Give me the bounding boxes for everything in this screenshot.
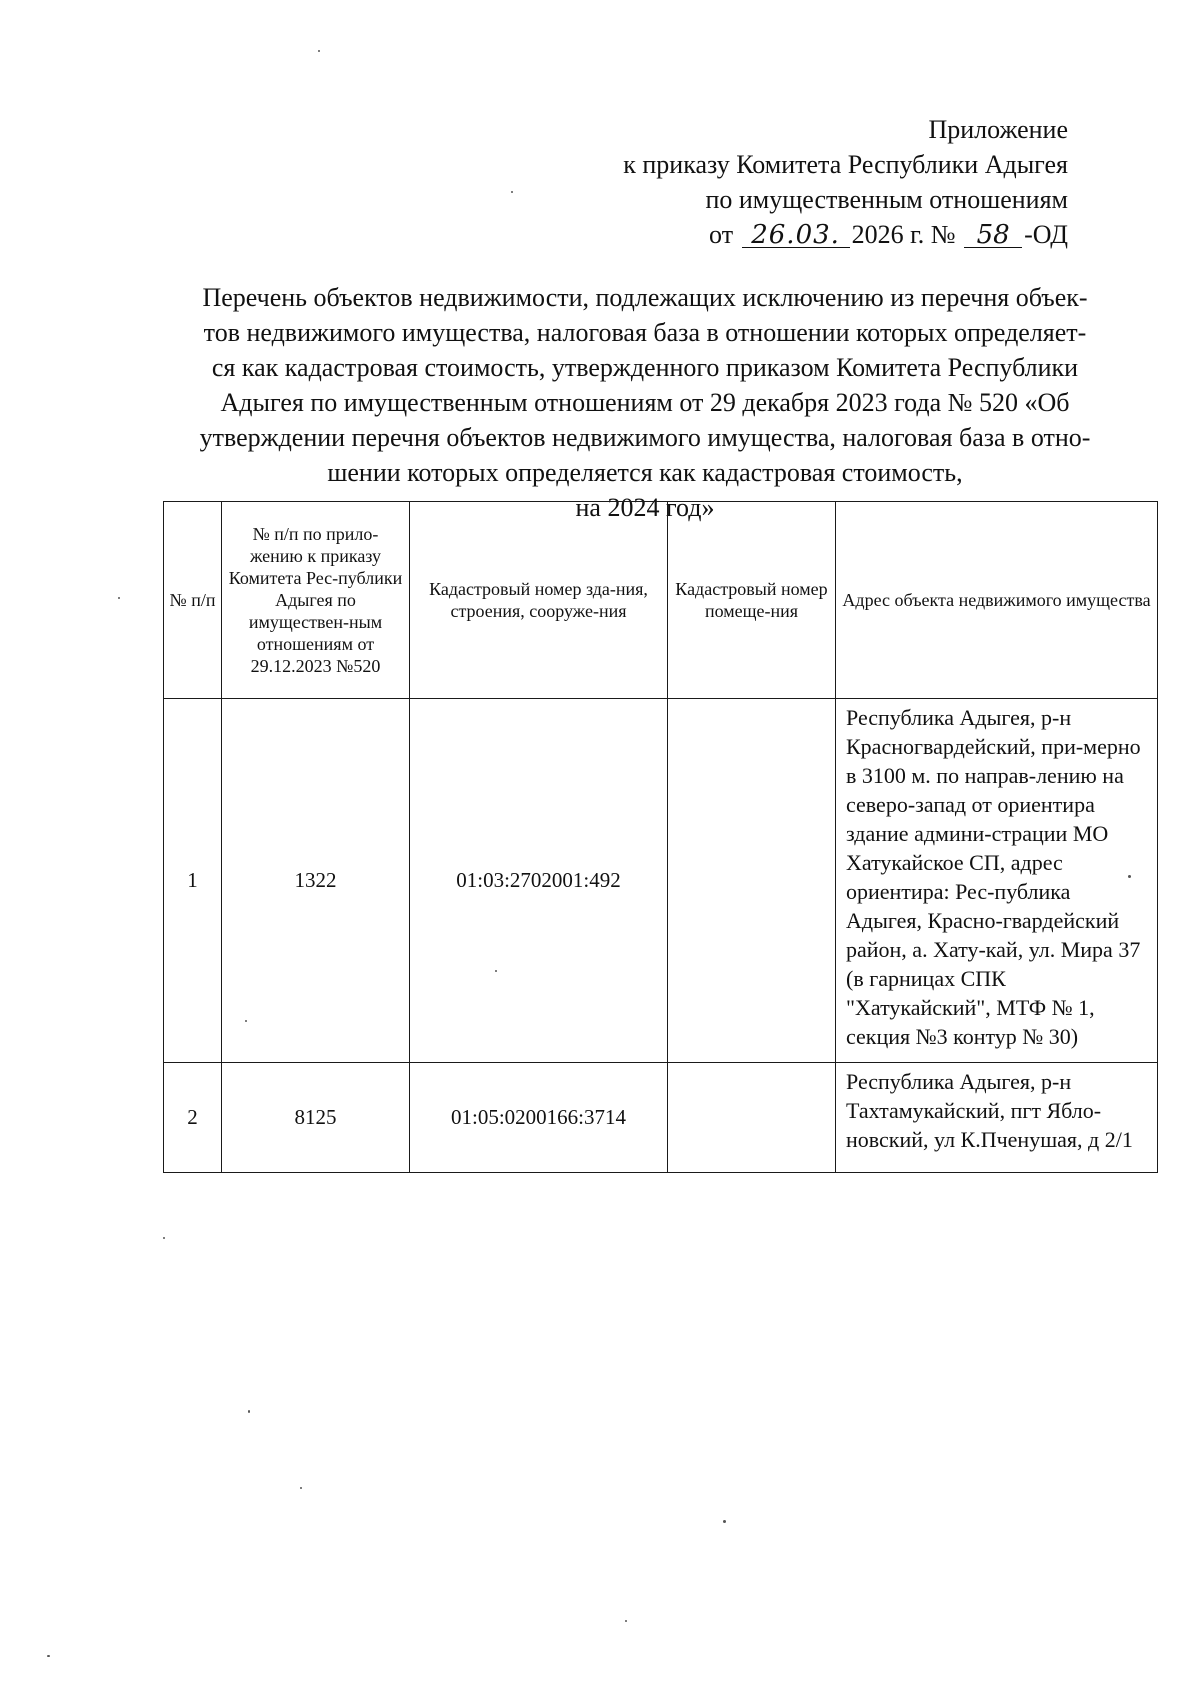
header-cadastral-room: Кадастровый номер помеще-ния [668, 502, 836, 699]
scan-speck [248, 1410, 250, 1413]
cell-row-number: 1 [164, 699, 222, 1063]
header-row-number: № п/п [164, 502, 222, 699]
title-line: на 2024 год» [575, 493, 715, 522]
header-cadastral-building: Кадастровый номер зда-ния, строения, сооруже-ния [410, 502, 668, 699]
scan-speck [625, 1620, 627, 1622]
document-title [150, 280, 1140, 525]
title-line: шении которых определяется как кадастровая стоимость, [327, 458, 963, 487]
order-date-line [623, 217, 1068, 252]
cell-row-number: 2 [164, 1063, 222, 1173]
header-address: Адрес объекта недвижимого имущества [836, 502, 1158, 699]
cell-cadastral-room [668, 699, 836, 1063]
table-header-row [164, 502, 1158, 699]
appendix-label: Приложение [928, 115, 1068, 144]
scan-speck [318, 50, 320, 52]
title-line: утверждении перечня объектов недвижимого имущества, налоговая база в отно- [199, 423, 1091, 452]
cell-appendix-number: 1322 [222, 699, 410, 1063]
scan-speck [163, 1237, 165, 1239]
date-year: 2026 г. № [851, 220, 956, 249]
scan-speck [47, 1655, 50, 1657]
table-row [164, 1063, 1158, 1173]
cell-cadastral-building: 01:05:0200166:3714 [410, 1063, 668, 1173]
order-reference: к приказу Комитета Республики Адыгея [623, 150, 1068, 179]
scan-speck [300, 1487, 302, 1489]
date-prefix: от [709, 220, 734, 249]
handwritten-date: 26.03. [742, 223, 850, 248]
cell-cadastral-room [668, 1063, 836, 1173]
scan-speck [118, 597, 120, 599]
handwritten-order-number: 58 [964, 223, 1022, 248]
scan-speck [723, 1520, 726, 1523]
scan-speck [1128, 875, 1131, 878]
title-line: Адыгея по имущественным отношениям от 29 декабря 2023 года № 520 «Об [220, 388, 1070, 417]
title-line: ся как кадастровая стоимость, утвержденного приказом Комитета Республики [211, 353, 1079, 382]
appendix-header [623, 112, 1068, 252]
table-row [164, 699, 1158, 1063]
title-line: тов недвижимого имущества, налоговая база в отношении которых определяет- [203, 318, 1087, 347]
cell-appendix-number: 8125 [222, 1063, 410, 1173]
order-suffix: -ОД [1024, 220, 1068, 249]
cell-cadastral-building: 01:03:2702001:492 [410, 699, 668, 1063]
scan-speck [511, 191, 513, 193]
committee-name: по имущественным отношениям [705, 185, 1068, 214]
cell-address: Республика Адыгея, р-н Тахтамукайский, пгт Ябло-новский, ул К.Пченушая, д 2/1 [836, 1063, 1158, 1173]
objects-table [163, 501, 1158, 1173]
scan-speck [495, 970, 497, 972]
cell-address: Республика Адыгея, р-н Красногвардейский, при-мерно в 3100 м. по направ-лению на северо-запад от ориентира здание админи-страции МО Хатукайское СП, адрес ориентира: Рес-публика Адыгея, Красно-гвардейский район, а. Хату-кай, ул. Мира 37 (в гарницах СПК "Хатукайский", МТФ № 1, секция №3 контур № 30) [836, 699, 1158, 1063]
scan-speck [245, 1020, 247, 1022]
title-line: Перечень объектов недвижимости, подлежащих исключению из перечня объек- [202, 283, 1088, 312]
header-appendix-number: № п/п по прило-жению к приказу Комитета Рес-публики Адыгея по имуществен-ным отношениям от 29.12.2023 №520 [222, 502, 410, 699]
